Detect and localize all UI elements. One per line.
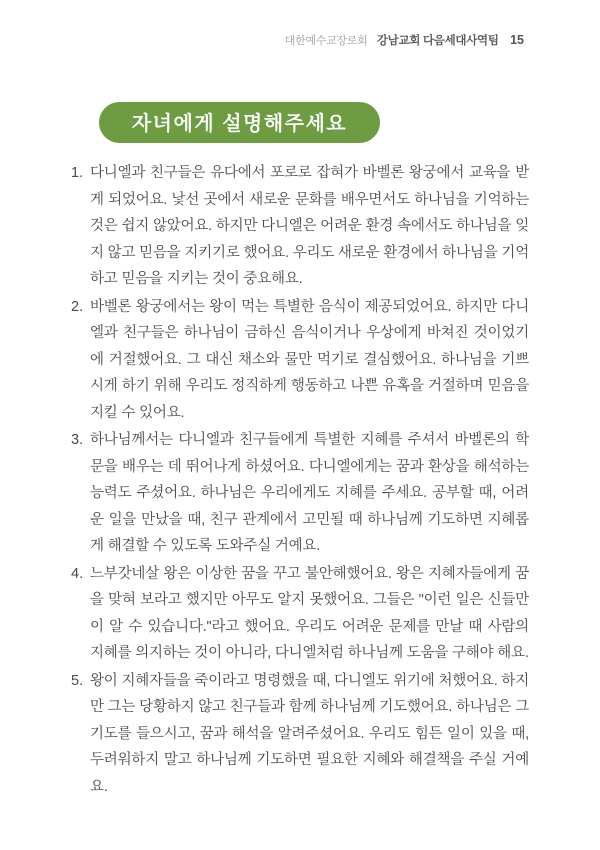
page-number: 15 <box>510 33 524 47</box>
item-number: 2. <box>71 298 84 315</box>
list-item <box>71 294 529 427</box>
item-text: 하나님께서는 다니엘과 친구들에게 특별한 지혜를 주셔서 바벨론의 학문을 배우는 데 뛰어나게 하셨어요. 다니엘에게는 꿈과 환상을 해석하는 능력도 주셨어요. 하나님은 우리에게도 지혜를 주세요. 공부할 때, 어려운 일을 만났을 때, 친구 관계에서 고민될 때 하나님께 기도하면 지혜롭게 해결할 수 있도록 도와주실 거예요. <box>90 432 529 554</box>
list-item <box>71 668 529 801</box>
list-item <box>71 427 529 560</box>
list-item <box>71 160 529 293</box>
explanation-list <box>71 160 529 801</box>
item-number: 4. <box>71 565 84 582</box>
item-text: 바벨론 왕궁에서는 왕이 먹는 특별한 음식이 제공되었어요. 하지만 다니엘과 친구들은 하나님이 금하신 음식이거나 우상에게 바쳐진 것이었기에 거절했어요. 그 대신 채소와 물만 먹기로 결심했어요. 하나님을 기쁘시게 하기 위해 우리도 정직하게 행동하고 나쁜 유혹을 거절하며 믿음을 지킬 수 있어요. <box>90 298 529 421</box>
item-number: 5. <box>71 672 84 689</box>
section-title: 자녀에게 설명해주세요 <box>131 113 348 135</box>
page-header <box>285 32 524 49</box>
header-organization: 대한예수교장로회 <box>284 35 368 47</box>
item-number: 1. <box>71 165 84 181</box>
item-number: 3. <box>71 432 84 448</box>
list-item <box>71 561 529 667</box>
header-team-name: 강남교회 다음세대사역팀 <box>376 35 499 47</box>
section-title-banner <box>99 102 380 143</box>
item-text: 다니엘과 친구들은 유다에서 포로로 잡혀가 바벨론 왕궁에서 교육을 받게 되었어요. 낯선 곳에서 새로운 문화를 배우면서도 하나님을 기억하는 것은 쉽지 않았어요. 하지만 다니엘은 어려운 환경 속에서도 하나님을 잊지 않고 믿음을 지키기로 했어요. 우리도 새로운 환경에서 하나님을 기억하고 믿음을 지키는 것이 중요해요. <box>90 165 529 287</box>
item-text: 왕이 지혜자들을 죽이라고 명령했을 때, 다니엘도 위기에 처했어요. 하지만 그는 당황하지 않고 친구들과 함께 하나님께 기도했어요. 하나님은 그 기도를 들으시고, 꿈과 해석을 알려주셨어요. 우리도 힘든 일이 있을 때, 두려워하지 말고 하나님께 기도하면 필요한 지혜와 해결책을 주실 거예요. <box>90 672 529 795</box>
item-text: 느부갓네살 왕은 이상한 꿈을 꾸고 불안해했어요. 왕은 지혜자들에게 꿈을 맞혀 보라고 했지만 아무도 알지 못했어요. 그들은 "이런 일은 신들만이 알 수 있습니다."라고 했어요. 우리도 어려운 문제를 만날 때 사람의 지혜를 의지하는 것이 아니라, 다니엘처럼 하나님께 도움을 구해야 해요. <box>90 565 529 661</box>
